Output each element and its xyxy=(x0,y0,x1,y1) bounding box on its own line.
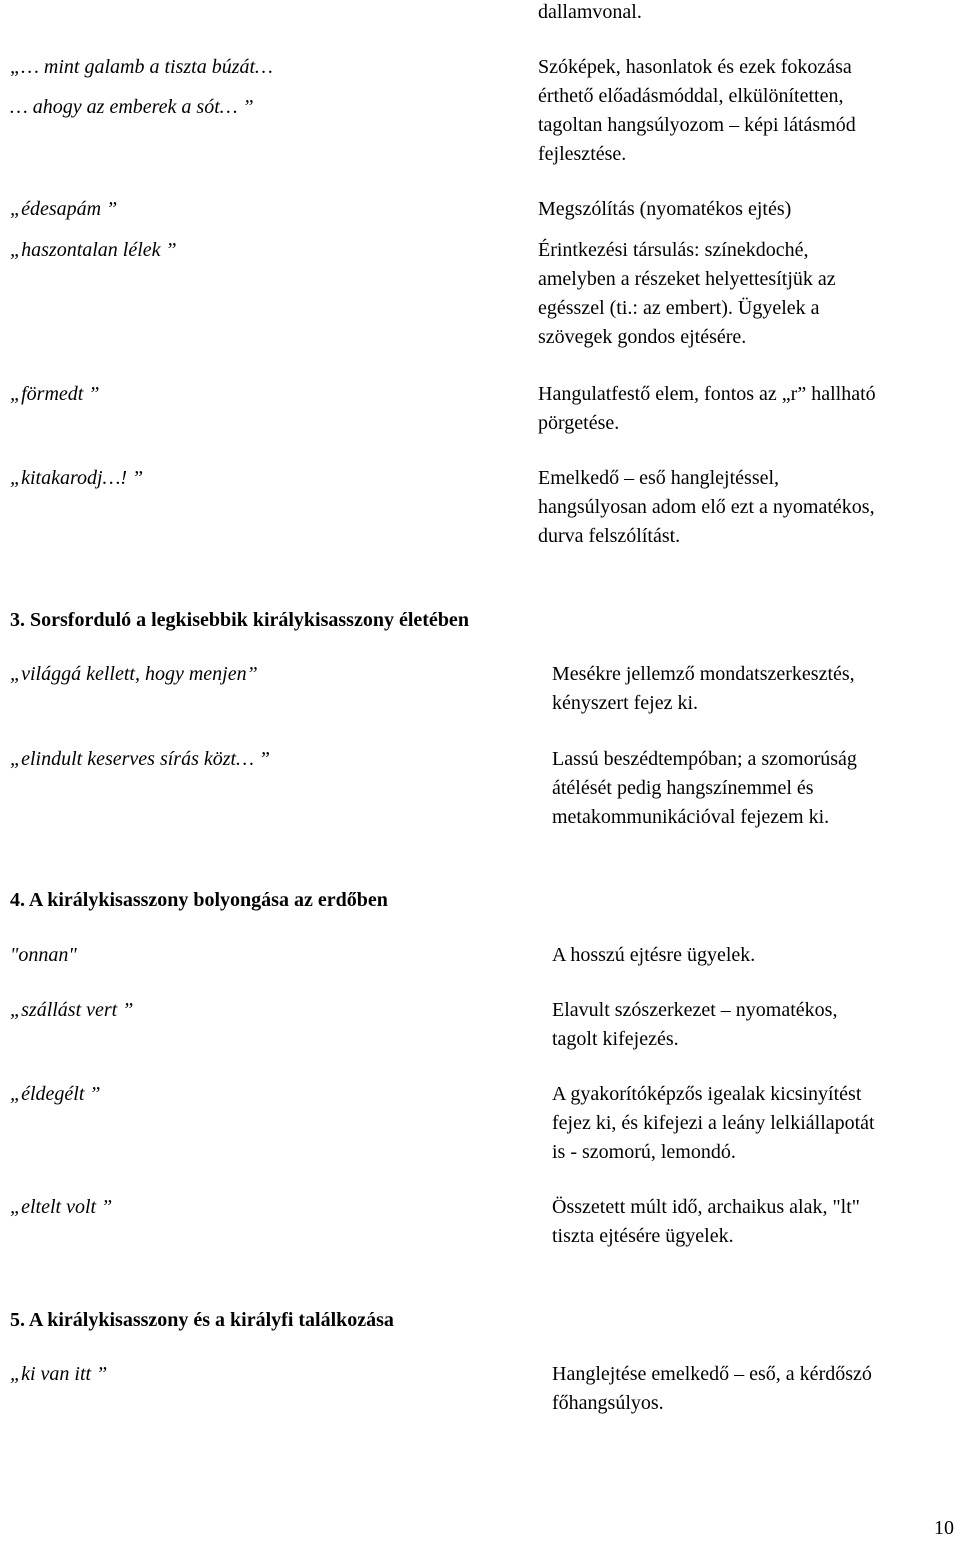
quote-galamb-line2: … ahogy az emberek a sót… ” xyxy=(10,96,254,118)
comment-szokepek: Szóképek, hasonlatok és ezek fokozása érthető előadásmóddal, elkülönítetten, tagoltan hangsúlyozom – képi látásmód fejlesztése. xyxy=(538,56,856,165)
comment-mesekre: Mesékre jellemző mondatszerkesztés, kényszert fejez ki. xyxy=(552,663,855,714)
quote-haszontalan-lelek: „haszontalan lélek ” xyxy=(10,239,177,261)
quote-eltelt-volt: „eltelt volt ” xyxy=(10,1196,113,1218)
comment-hosszu-ejtes: A hosszú ejtésre ügyelek. xyxy=(552,944,756,966)
quote-edesapam: „édesapám ” xyxy=(10,198,118,220)
section-3-heading: 3. Sorsforduló a legkisebbik királykisasszony életében xyxy=(10,609,469,631)
quote-szallast-vert: „szállást vert ” xyxy=(10,999,134,1021)
comment-megszolitas: Megszólítás (nyomatékos ejtés) xyxy=(538,198,792,220)
comment-hanglejtes: Hanglejtése emelkedő – eső, a kérdőszó főhangsúlyos. xyxy=(552,1363,872,1414)
quote-galamb-line1: „… mint galamb a tiszta búzát… xyxy=(10,56,273,78)
page-number: 10 xyxy=(934,1517,954,1539)
quote-kitakarodj: „kitakarodj…! ” xyxy=(10,467,144,489)
section-4-heading: 4. A királykisasszony bolyongása az erdőben xyxy=(10,889,388,911)
quote-formedt: „förmedt ” xyxy=(10,383,100,405)
quote-elindult: „elindult keserves sírás közt… ” xyxy=(10,748,270,770)
quote-eldegelt: „éldegélt ” xyxy=(10,1083,101,1105)
comment-emelkedo-eso: Emelkedő – eső hanglejtéssel, hangsúlyosan adom elő ezt a nyomatékos, durva felszólítást. xyxy=(538,467,875,547)
quote-ki-van-itt: „ki van itt ” xyxy=(10,1363,108,1385)
quote-onnan: "onnan" xyxy=(10,944,77,966)
comment-osszetett-mult-ido: Összetett múlt idő, archaikus alak, "lt" tiszta ejtésére ügyelek. xyxy=(552,1196,860,1247)
comment-dallamvonal: dallamvonal. xyxy=(538,1,642,23)
quote-vilagga: „világgá kellett, hogy menjen” xyxy=(10,663,258,685)
comment-gyakoritokepzos: A gyakorítóképzős igealak kicsinyítést fejez ki, és kifejezi a leány lelkiállapotát is - szomorú, lemondó. xyxy=(552,1083,875,1163)
comment-elavult-szoszerkezet: Elavult szószerkezet – nyomatékos, tagolt kifejezés. xyxy=(552,999,838,1050)
comment-hangulatfesto: Hangulatfestő elem, fontos az „r” hallható pörgetése. xyxy=(538,383,876,434)
comment-szinekdoche: Érintkezési társulás: színekdoché, amelyben a részeket helyettesítjük az egésszel (ti.: az embert). Ügyelek a szövegek gondos ejtésére. xyxy=(538,239,836,348)
comment-lassu-beszedtempo: Lassú beszédtempóban; a szomorúság átélését pedig hangszínemmel és metakommunikációval fejezem ki. xyxy=(552,748,857,828)
section-5-heading: 5. A királykisasszony és a királyfi találkozása xyxy=(10,1309,394,1331)
